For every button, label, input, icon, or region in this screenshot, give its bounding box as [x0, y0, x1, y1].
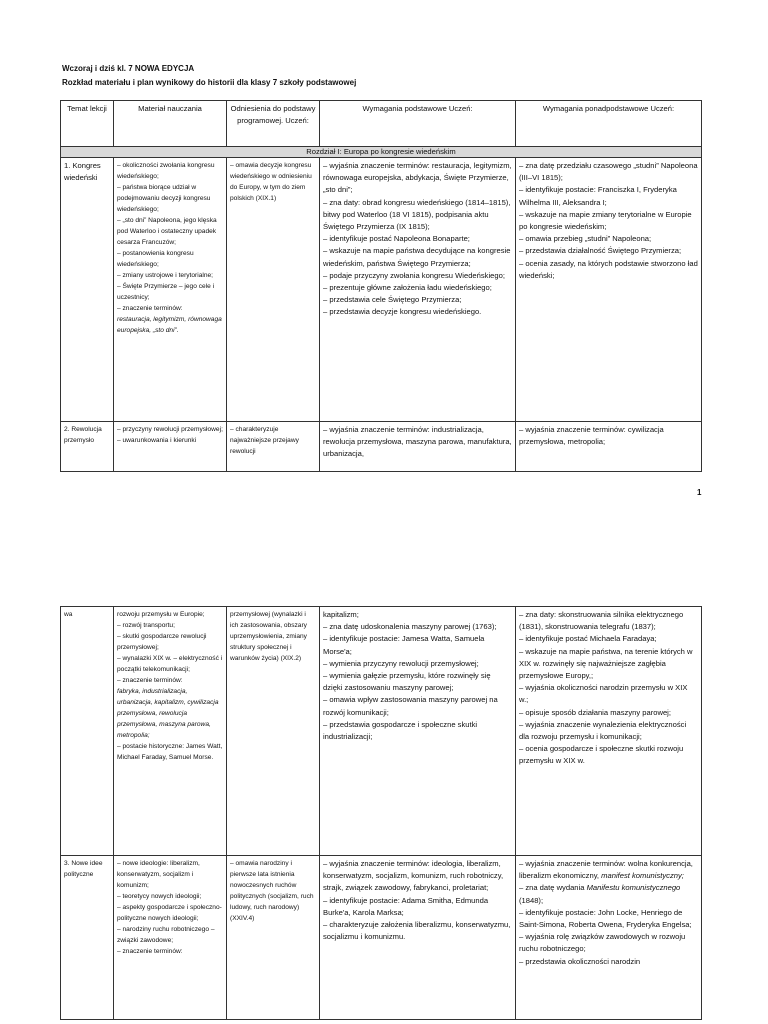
row2cont-material-line: – rozwój transportu; — [117, 622, 175, 629]
table-row — [61, 422, 702, 472]
row2cont-ponad-line: – opisuje sposób działania maszyny parowej; — [519, 707, 671, 717]
row2cont-material — [114, 607, 227, 856]
row2cont-pod-line: – przedstawia gospodarcze i społeczne skutki industrializacji; — [323, 719, 478, 742]
row2cont-ponad-line: – zna daty: skonstruowania silnika elektrycznego (1831), skonstruowania telegrafu (1837); — [519, 610, 684, 632]
row1-odniesienia: – omawia decyzje kongresu wiedeńskiego w odniesieniu do Europy, w tym do ziem polskich (XIX.1) — [227, 158, 320, 422]
page-number: 1 — [697, 488, 702, 497]
document-subtitle: Rozkład materiału i plan wynikowy do historii dla klasy 7 szkoły podstawowej — [62, 78, 357, 87]
row2cont-ponadpodstawowe — [516, 607, 702, 856]
row2cont-pod-line: kapitalizm; — [323, 610, 359, 619]
curriculum-table-page-1 — [60, 100, 702, 472]
row3-pod-line: – charakteryzuje założenia liberalizmu, konserwatyzmu, socjalizmu i komunizmu. — [323, 920, 511, 942]
header-odniesienia: Odniesienia do podstawy programowej. Uczeń: — [227, 101, 320, 147]
row2cont-material-line: – wynalazki XIX w. – elektryczność i początki telekomunikacji; — [117, 655, 223, 673]
row2cont-odniesienia: przemysłowej (wynalazki i ich zastosowania, obszary uprzemysłowienia, zmiany struktury społecznej i warunków życia) (XIX.2) — [227, 607, 320, 856]
row3-podstawowe — [320, 856, 516, 1020]
row1-ponad-line: – wskazuje na mapie zmiany terytorialne w Europie po kongresie wiedeńskim; — [519, 209, 692, 232]
row3-ponad-text: (1848); — [519, 895, 544, 905]
row2cont-temat: wa — [61, 607, 114, 856]
row2-temat: 2. Rewolucja przemysło — [61, 422, 114, 472]
row1-ponad-line: – ocenia zasady, na których podstawie stworzono ład wiedeński; — [519, 258, 698, 280]
row2cont-podstawowe — [320, 607, 516, 856]
row3-ponad-italic: Manifestu komunistycznego — [586, 883, 681, 893]
row1-podstawowe — [320, 158, 516, 422]
row1-pod-line: – identyfikuje postać Napoleona Bonaparte; — [323, 234, 470, 244]
row1-material — [114, 158, 227, 422]
row1-ponad-line: – omawia przebieg „studni” Napoleona; — [519, 234, 652, 244]
row3-material-line: – nowe ideologie: liberalizm, konserwatyzm, socjalizm i komunizm; — [117, 860, 200, 889]
row3-ponad-line: – przedstawia okoliczności narodzin — [519, 956, 641, 966]
row1-pod-line: – podaje przyczyny zwołania kongresu Wiedeńskiego; — [323, 270, 505, 280]
row2cont-pod-line: – zna datę udoskonalenia maszyny parowej (1763); — [323, 622, 497, 632]
row2cont-pod-line: – wymienia przyczyny rewolucji przemysłowej; — [323, 658, 479, 668]
row2cont-pod-line: – identyfikuje postacie: Jamesa Watta, Samuela Morse'a; — [323, 634, 485, 656]
row2cont-ponad-line: – ocenia gospodarcze i społeczne skutki rozwoju przemysłu w XIX w. — [519, 744, 684, 766]
table-row — [61, 607, 702, 856]
row2cont-material-line: – postacie historyczne: James Watt, Michael Faraday, Samuel Morse. — [117, 743, 223, 761]
row1-pod-line: – przedstawia decyzje kongresu wiedeńskiego. — [323, 307, 482, 317]
row2cont-ponad-line: – wyjaśnia znaczenie wynalezienia elektryczności dla rozwoju przemysłu i komunikacji; — [519, 719, 687, 742]
section-row — [61, 147, 702, 158]
row1-material-line: – znaczenie terminów: — [117, 305, 183, 312]
row3-odniesienia: – omawia narodziny i pierwsze lata istnienia nowoczesnych ruchów politycznych (socjalizm, ruch ludowy, ruch narodowy) (XXIV.4) — [227, 856, 320, 1020]
row2cont-pod-line: – wymienia gałęzie przemysłu, które rozwinęły się dzięki zastosowaniu maszyny parowej; — [323, 671, 491, 693]
row3-ponad-text: – wyjaśnia znaczenie terminów: wolna konkurencja, liberalizm ekonomiczny, — [519, 859, 693, 881]
row3-ponad-text: – zna datę wydania — [519, 883, 585, 893]
header-temat: Temat lekcji — [61, 101, 114, 147]
row1-pod-line: – wyjaśnia znaczenie terminów: restauracja, legitymizm, równowaga europejska, abdykacja, Święte Przymierze, „sto dni”; — [323, 161, 512, 195]
row1-ponadpodstawowe — [516, 158, 702, 422]
table-row — [61, 856, 702, 1020]
row3-material-line: – znaczenie terminów: — [117, 948, 183, 955]
row1-ponad-line: – zna datę przedziału czasowego „studni” Napoleona (III–VI 1815); — [519, 161, 698, 183]
row2cont-material-line: – znaczenie terminów: — [117, 677, 183, 684]
row1-pod-line: – przedstawia cele Świętego Przymierza; — [323, 295, 462, 305]
row2-ponadpodstawowe: – wyjaśnia znaczenie terminów: cywilizacja przemysłowa, metropolia; — [516, 422, 702, 472]
row2cont-ponad-line: – wyjaśnia okoliczności narodzin przemysłu w XIX w.; — [519, 683, 688, 705]
row3-temat: 3. Nowe idee polityczne — [61, 856, 114, 1020]
row1-pod-line: – zna daty: obrad kongresu wiedeńskiego (1814–1815), bitwy pod Waterloo (18 VI 1815), podpisania aktu Świętego Przymierza (IX 1815); — [323, 197, 511, 232]
curriculum-table-page-2 — [60, 606, 702, 1020]
header-podstawowe: Wymagania podstawowe Uczeń: — [320, 101, 516, 147]
row2cont-material-line: – skutki gospodarcze rewolucji przemysłowej; — [117, 633, 207, 651]
row2cont-ponad-line: – wskazuje na mapie państwa, na terenie których w XIX w. rozwinęły się najważniejsze zagłębia przemysłowe Europy,; — [519, 646, 693, 681]
row2cont-material-terms: fabryka, industrializacja, urbanizacja, kapitalizm, cywilizacja przemysłowa, rewolucja przemysłowa, maszyna parowa, metropolia; — [117, 688, 219, 739]
row1-material-line: – zmiany ustrojowe i terytorialne; — [117, 272, 214, 279]
row1-material-line: – państwa biorące udział w podejmowaniu decyzji kongresu wiedeńskiego; — [117, 184, 211, 213]
row2-material — [114, 422, 227, 472]
row3-pod-line: – wyjaśnia znaczenie terminów: ideologia, liberalizm, konserwatyzm, socjalizm, komunizm, ruch robotniczy, strajk, związek zawodowy, fabrykanci, proletariat; — [323, 859, 504, 893]
row1-material-line: – Święte Przymierze – jego cele i uczestnicy; — [117, 283, 215, 301]
document-title: Wczoraj i dziś kl. 7 NOWA EDYCJA — [62, 64, 195, 73]
header-material: Materiał nauczania — [114, 101, 227, 147]
row1-pod-line: – wskazuje na mapie państwa decydujące na kongresie wiedeńskim, państwa Świętego Przymierza; — [323, 246, 511, 268]
row2-odniesienia: – charakteryzuje najważniejsze przejawy rewolucji — [227, 422, 320, 472]
row3-ponad-line: – wyjaśnia rolę związków zawodowych w rozwoju ruchu robotniczego; — [519, 932, 686, 954]
header-ponadpodstawowe: Wymagania ponadpodstawowe Uczeń: — [516, 101, 702, 147]
row3-ponad-line: – identyfikuje postacie: John Locke, Henriego de Saint-Simona, Roberta Owena, Fryderyka Engelsa; — [519, 907, 692, 930]
row3-material-line: – narodziny ruchu robotniczego – związki zawodowe; — [117, 926, 215, 944]
section-title: Rozdział I: Europa po kongresie wiedeńskim — [61, 147, 702, 158]
row1-material-line: – postanowienia kongresu wiedeńskiego; — [117, 250, 194, 268]
row1-pod-line: – prezentuje główne założenia ładu wiedeńskiego; — [323, 283, 492, 293]
row1-ponad-line: – identyfikuje postacie: Franciszka I, Fryderyka Wilhelma III, Aleksandra I; — [519, 185, 677, 207]
row2-material-line: – przyczyny rewolucji przemysłowej; — [117, 426, 223, 433]
row1-material-terms: restauracja, legitymizm, równowaga europejska, „sto dni”. — [117, 316, 222, 334]
row3-ponad-line — [519, 882, 698, 906]
row3-material-line: – teoretycy nowych ideologii; — [117, 893, 202, 900]
row1-ponad-line: – przedstawia działalność Świętego Przymierza; — [519, 246, 682, 256]
row3-ponad-italic: manifest komunistyczny; — [601, 871, 684, 881]
row2cont-material-line: rozwoju przemysłu w Europie; — [117, 611, 205, 618]
row2-material-line: – uwarunkowania i kierunki — [117, 437, 197, 444]
row3-ponadpodstawowe — [516, 856, 702, 1020]
row2cont-pod-line: – omawia wpływ zastosowania maszyny parowej na rozwój komunikacji; — [323, 695, 498, 717]
row3-pod-line: – identyfikuje postacie: Adama Smitha, Edmunda Burke'a, Karola Marksa; — [323, 895, 489, 917]
row1-material-line: – okoliczności zwołania kongresu wiedeńskiego; — [117, 162, 215, 180]
row3-material-line: – aspekty gospodarcze i społeczno-polityczne nowych ideologii; — [117, 904, 222, 922]
row1-material-line: – „sto dni” Napoleona, jego klęska pod Waterloo i ostateczny upadek cesarza Francuzów; — [117, 217, 217, 246]
table-header-row — [61, 101, 702, 147]
row1-temat: 1. Kongres wiedeński — [61, 158, 114, 422]
table-row — [61, 158, 702, 422]
row2-podstawowe: – wyjaśnia znaczenie terminów: industrializacja, rewolucja przemysłowa, maszyna parowa, manufaktura, urbanizacja, — [320, 422, 516, 472]
row3-material — [114, 856, 227, 1020]
row3-ponad-line — [519, 858, 698, 882]
row2cont-ponad-line: – identyfikuje postać Michaela Faradaya; — [519, 634, 657, 644]
